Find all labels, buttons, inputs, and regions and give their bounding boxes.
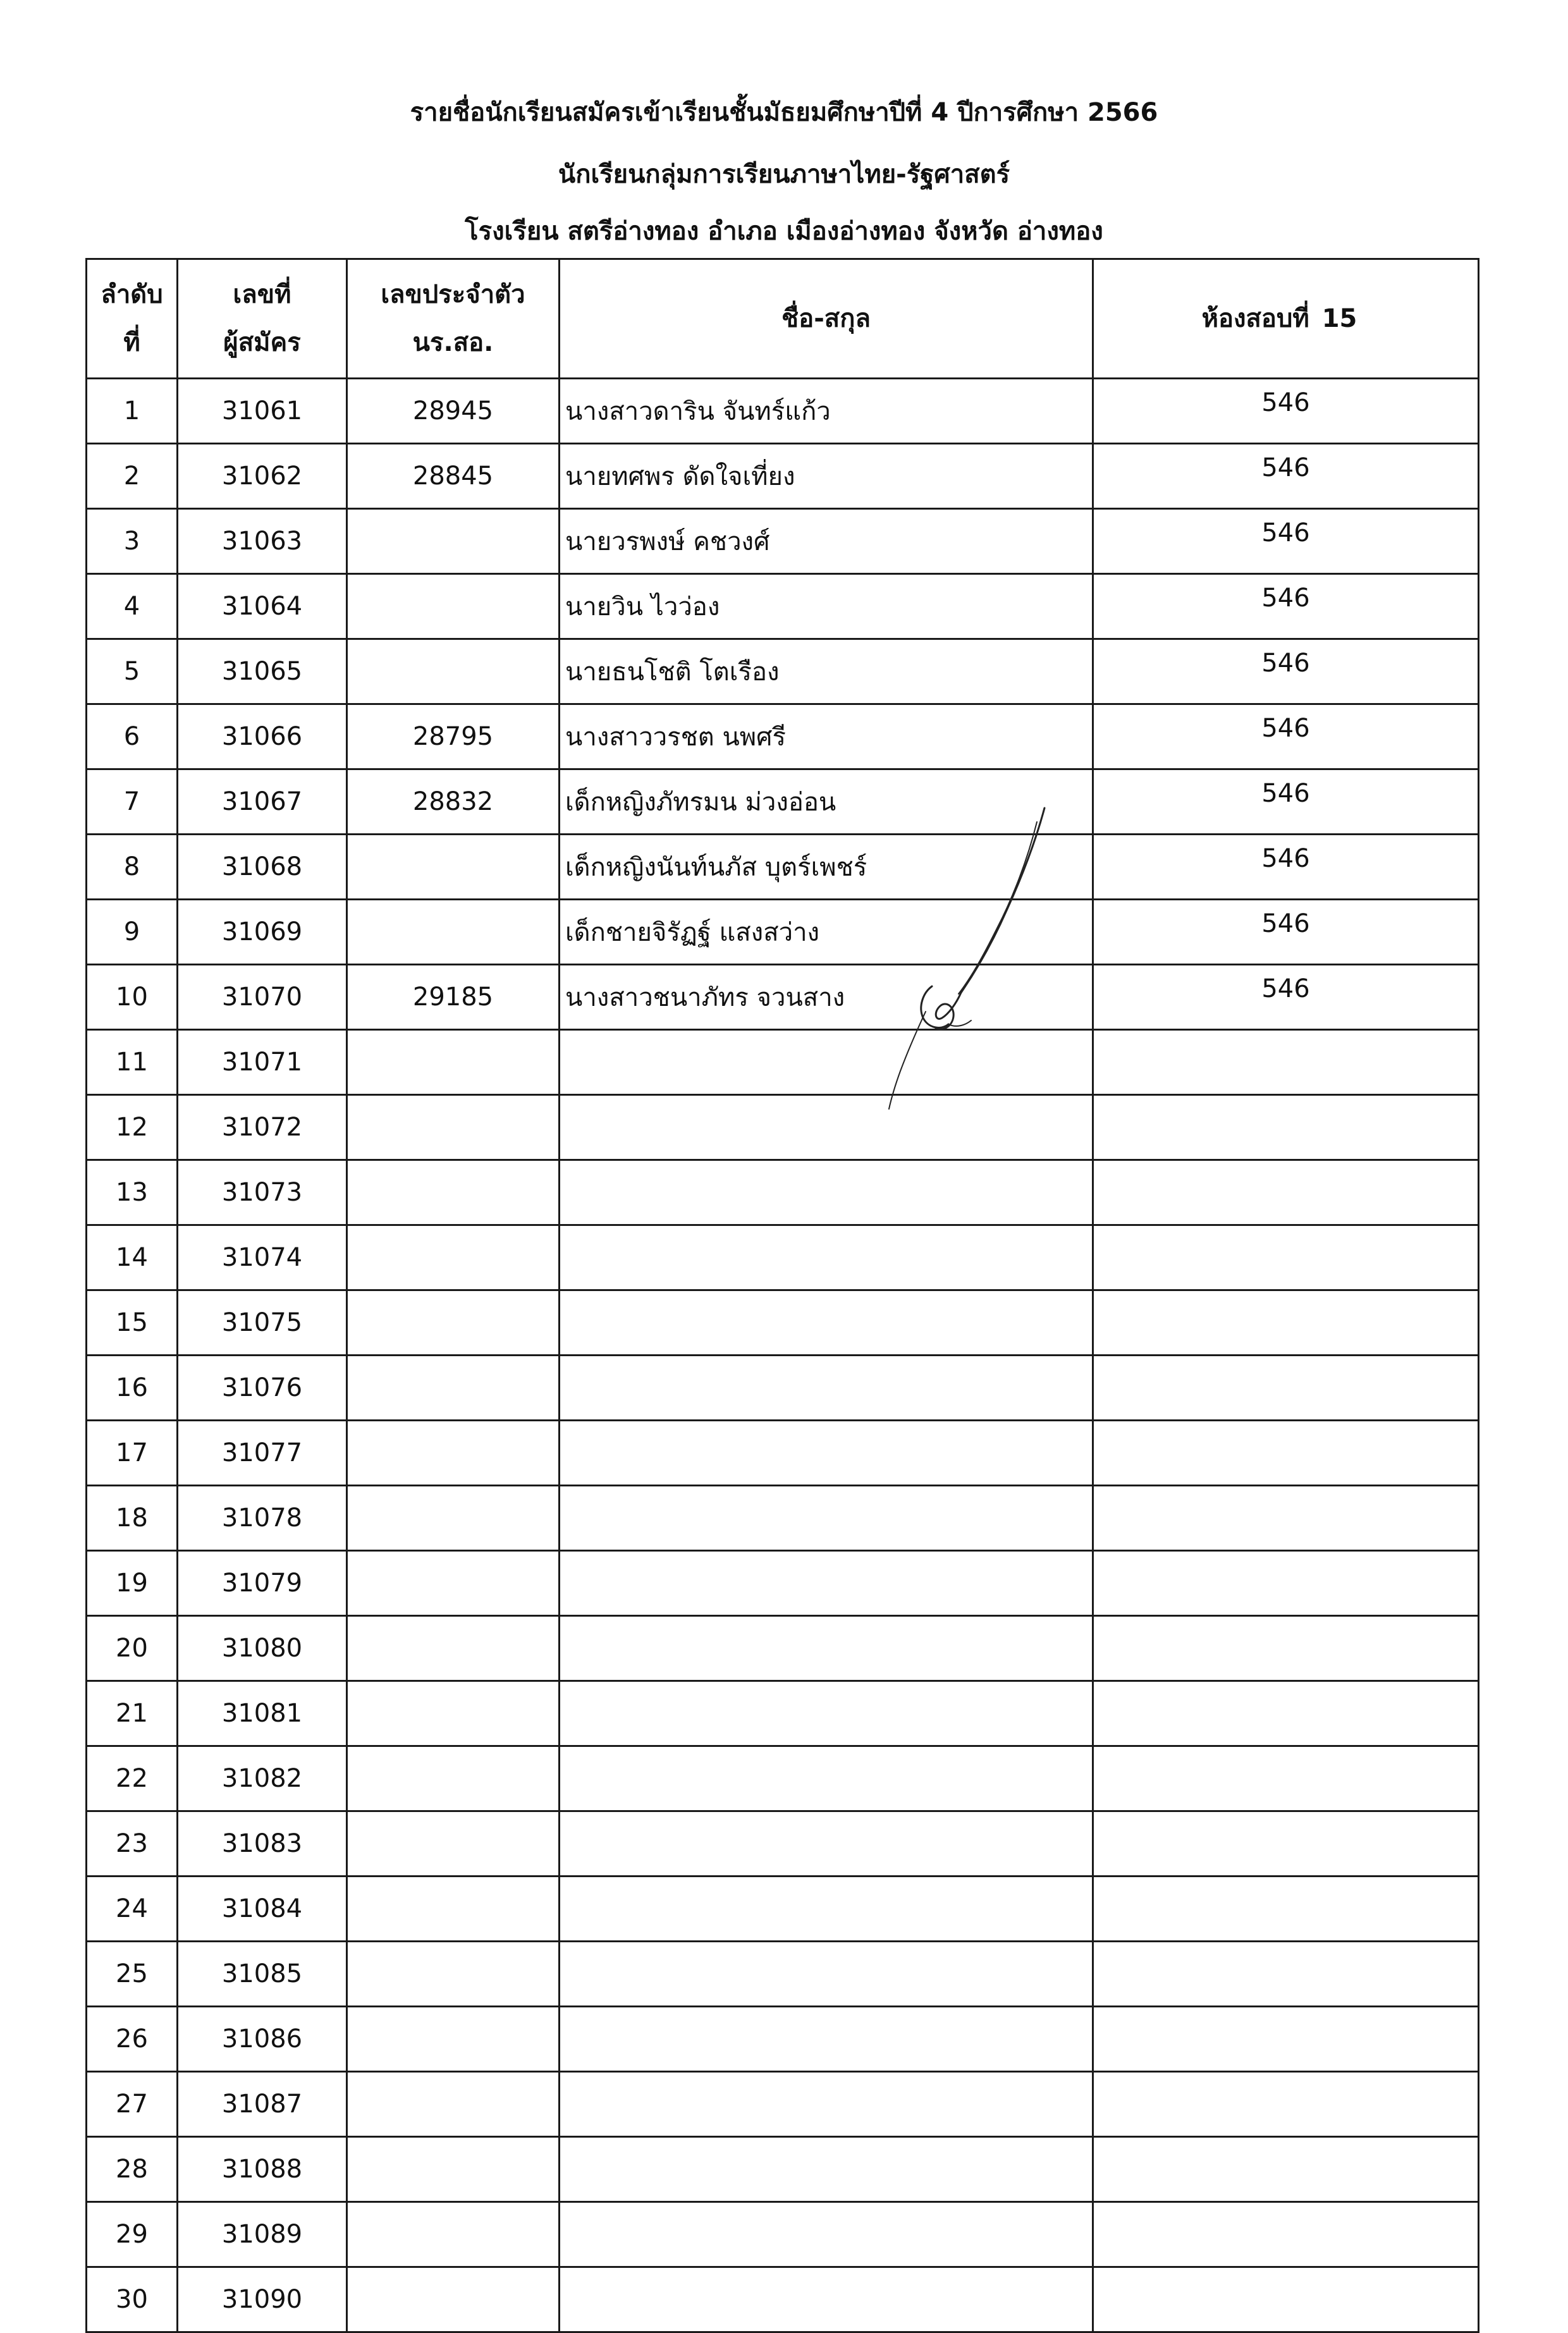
cell-student-id bbox=[347, 1421, 560, 1486]
cell-order: 16 bbox=[87, 1356, 178, 1421]
cell-full-name bbox=[560, 1486, 1093, 1551]
cell-full-name: นายวิน ไวว่อง bbox=[560, 574, 1093, 639]
table-row bbox=[87, 965, 1479, 1030]
header-room-wrap bbox=[1202, 295, 1370, 343]
cell-exam-room bbox=[1093, 2202, 1479, 2267]
cell-order: 22 bbox=[87, 1746, 178, 1811]
table-row bbox=[87, 1095, 1479, 1160]
cell-student-id: 28945 bbox=[347, 379, 560, 444]
cell-applicant-number: 31072 bbox=[178, 1095, 347, 1160]
cell-applicant-number: 31084 bbox=[178, 1877, 347, 1942]
cell-exam-room bbox=[1093, 1486, 1479, 1551]
cell-exam-room bbox=[1093, 2267, 1479, 2332]
cell-order: 29 bbox=[87, 2202, 178, 2267]
cell-exam-room: 546 bbox=[1093, 769, 1479, 835]
cell-applicant-number: 31080 bbox=[178, 1616, 347, 1681]
cell-order: 6 bbox=[87, 704, 178, 769]
cell-student-id bbox=[347, 1616, 560, 1681]
cell-applicant-number: 31074 bbox=[178, 1225, 347, 1290]
cell-order: 4 bbox=[87, 574, 178, 639]
header-applicant-line2: ผู้สมัคร bbox=[223, 328, 301, 357]
cell-applicant-number: 31076 bbox=[178, 1356, 347, 1421]
cell-student-id bbox=[347, 1356, 560, 1421]
cell-applicant-number: 31082 bbox=[178, 1746, 347, 1811]
cell-applicant-number: 31061 bbox=[178, 379, 347, 444]
cell-applicant-number: 31088 bbox=[178, 2137, 347, 2202]
cell-order: 7 bbox=[87, 769, 178, 835]
cell-full-name bbox=[560, 1746, 1093, 1811]
cell-exam-room bbox=[1093, 1551, 1479, 1616]
cell-exam-room: 546 bbox=[1093, 639, 1479, 704]
cell-full-name: นางสาววรชต นพศรี bbox=[560, 704, 1093, 769]
header-student-id bbox=[347, 259, 560, 379]
cell-applicant-number: 31066 bbox=[178, 704, 347, 769]
table-row bbox=[87, 1877, 1479, 1942]
cell-exam-room bbox=[1093, 1356, 1479, 1421]
cell-order: 9 bbox=[87, 900, 178, 965]
cell-applicant-number: 31069 bbox=[178, 900, 347, 965]
cell-full-name bbox=[560, 1160, 1093, 1225]
cell-order: 5 bbox=[87, 639, 178, 704]
header-student-id-line2: นร.สอ. bbox=[412, 328, 494, 357]
cell-full-name: นายทศพร ดัดใจเที่ยง bbox=[560, 444, 1093, 509]
cell-full-name bbox=[560, 1811, 1093, 1877]
cell-full-name bbox=[560, 1290, 1093, 1356]
cell-student-id bbox=[347, 1095, 560, 1160]
cell-applicant-number: 31070 bbox=[178, 965, 347, 1030]
header-name-label: ชื่อ-สกุล bbox=[781, 304, 871, 333]
table-row bbox=[87, 835, 1479, 900]
cell-applicant-number: 31071 bbox=[178, 1030, 347, 1095]
table-row bbox=[87, 2202, 1479, 2267]
cell-full-name: เด็กหญิงนันท์นภัส บุตร์เพชร์ bbox=[560, 835, 1093, 900]
cell-student-id bbox=[347, 835, 560, 900]
cell-full-name: เด็กชายจิรัฏฐ์ แสงสว่าง bbox=[560, 900, 1093, 965]
table-row bbox=[87, 1681, 1479, 1746]
cell-exam-room: 546 bbox=[1093, 900, 1479, 965]
cell-full-name bbox=[560, 1877, 1093, 1942]
table-row bbox=[87, 1486, 1479, 1551]
cell-order: 14 bbox=[87, 1225, 178, 1290]
cell-full-name bbox=[560, 2202, 1093, 2267]
header-title: รายชื่อนักเรียนสมัครเข้าเรียนชั้นมัธยมศึกษาปีที่ 4 ปีการศึกษา 2566 bbox=[410, 98, 1158, 127]
cell-exam-room bbox=[1093, 1811, 1479, 1877]
header-order-line2: ที่ bbox=[123, 328, 140, 357]
cell-student-id bbox=[347, 1746, 560, 1811]
cell-full-name: เด็กหญิงภัทรมน ม่วงอ่อน bbox=[560, 769, 1093, 835]
table-row bbox=[87, 1746, 1479, 1811]
cell-student-id: 28845 bbox=[347, 444, 560, 509]
cell-exam-room: 546 bbox=[1093, 444, 1479, 509]
cell-student-id bbox=[347, 639, 560, 704]
cell-full-name bbox=[560, 2072, 1093, 2137]
cell-order: 19 bbox=[87, 1551, 178, 1616]
cell-order: 12 bbox=[87, 1095, 178, 1160]
cell-exam-room bbox=[1093, 1877, 1479, 1942]
table-row bbox=[87, 2007, 1479, 2072]
cell-exam-room bbox=[1093, 1160, 1479, 1225]
header-order bbox=[87, 259, 178, 379]
table-row bbox=[87, 2072, 1479, 2137]
table-row bbox=[87, 1030, 1479, 1095]
header-subtitle: นักเรียนกลุ่มการเรียนภาษาไทย-รัฐศาสตร์ bbox=[558, 160, 1010, 189]
cell-full-name bbox=[560, 1356, 1093, 1421]
cell-exam-room bbox=[1093, 1421, 1479, 1486]
header-room-label: ห้องสอบที่ bbox=[1201, 304, 1309, 333]
cell-order: 23 bbox=[87, 1811, 178, 1877]
cell-exam-room bbox=[1093, 1290, 1479, 1356]
cell-exam-room bbox=[1093, 1030, 1479, 1095]
cell-student-id bbox=[347, 1942, 560, 2007]
cell-applicant-number: 31089 bbox=[178, 2202, 347, 2267]
header-school: โรงเรียน สตรีอ่างทอง อำเภอ เมืองอ่างทอง จังหวัด อ่างทอง bbox=[465, 217, 1103, 246]
table-row bbox=[87, 1551, 1479, 1616]
cell-order: 2 bbox=[87, 444, 178, 509]
cell-student-id bbox=[347, 1486, 560, 1551]
header-student-id-line1: เลขประจำตัว bbox=[381, 280, 525, 309]
cell-applicant-number: 31075 bbox=[178, 1290, 347, 1356]
header-room bbox=[1093, 259, 1479, 379]
cell-student-id bbox=[347, 2007, 560, 2072]
cell-order: 26 bbox=[87, 2007, 178, 2072]
cell-applicant-number: 31068 bbox=[178, 835, 347, 900]
cell-exam-room: 546 bbox=[1093, 379, 1479, 444]
cell-student-id bbox=[347, 2072, 560, 2137]
cell-applicant-number: 31079 bbox=[178, 1551, 347, 1616]
cell-student-id bbox=[347, 1160, 560, 1225]
cell-full-name: นางสาวชนาภัทร จวนสาง bbox=[560, 965, 1093, 1030]
table-row bbox=[87, 509, 1479, 574]
cell-full-name bbox=[560, 1225, 1093, 1290]
cell-applicant-number: 31081 bbox=[178, 1681, 347, 1746]
cell-exam-room bbox=[1093, 2007, 1479, 2072]
cell-student-id bbox=[347, 1877, 560, 1942]
cell-full-name bbox=[560, 2137, 1093, 2202]
table-row bbox=[87, 1942, 1479, 2007]
table-header-row bbox=[87, 259, 1479, 379]
cell-full-name bbox=[560, 1421, 1093, 1486]
table-row bbox=[87, 1225, 1479, 1290]
table-row bbox=[87, 1356, 1479, 1421]
cell-order: 27 bbox=[87, 2072, 178, 2137]
cell-applicant-number: 31064 bbox=[178, 574, 347, 639]
cell-student-id: 29185 bbox=[347, 965, 560, 1030]
cell-applicant-number: 31085 bbox=[178, 1942, 347, 2007]
cell-exam-room bbox=[1093, 1225, 1479, 1290]
header-order-line1: ลำดับ bbox=[101, 280, 163, 309]
table-row bbox=[87, 379, 1479, 444]
cell-order: 20 bbox=[87, 1616, 178, 1681]
cell-full-name bbox=[560, 1551, 1093, 1616]
cell-applicant-number: 31087 bbox=[178, 2072, 347, 2137]
cell-exam-room: 546 bbox=[1093, 509, 1479, 574]
cell-exam-room bbox=[1093, 1942, 1479, 2007]
table-row bbox=[87, 1160, 1479, 1225]
header-room-number: 15 bbox=[1321, 304, 1357, 333]
cell-order: 21 bbox=[87, 1681, 178, 1746]
cell-order: 8 bbox=[87, 835, 178, 900]
table-row bbox=[87, 704, 1479, 769]
cell-applicant-number: 31086 bbox=[178, 2007, 347, 2072]
cell-order: 30 bbox=[87, 2267, 178, 2332]
applicant-table bbox=[85, 258, 1479, 2333]
header-applicant-line1: เลขที่ bbox=[233, 280, 291, 309]
cell-student-id bbox=[347, 1681, 560, 1746]
cell-exam-room: 546 bbox=[1093, 704, 1479, 769]
cell-student-id bbox=[347, 1551, 560, 1616]
cell-order: 10 bbox=[87, 965, 178, 1030]
cell-order: 25 bbox=[87, 1942, 178, 2007]
cell-exam-room: 546 bbox=[1093, 835, 1479, 900]
cell-applicant-number: 31062 bbox=[178, 444, 347, 509]
table-row bbox=[87, 1290, 1479, 1356]
table-body bbox=[87, 379, 1479, 2332]
table-row bbox=[87, 639, 1479, 704]
cell-applicant-number: 31090 bbox=[178, 2267, 347, 2332]
cell-student-id bbox=[347, 509, 560, 574]
table-row bbox=[87, 574, 1479, 639]
cell-full-name bbox=[560, 2267, 1093, 2332]
header-name bbox=[560, 259, 1093, 379]
cell-order: 1 bbox=[87, 379, 178, 444]
cell-student-id bbox=[347, 2202, 560, 2267]
cell-exam-room: 546 bbox=[1093, 574, 1479, 639]
table-row bbox=[87, 1811, 1479, 1877]
table-row bbox=[87, 1421, 1479, 1486]
cell-exam-room bbox=[1093, 1746, 1479, 1811]
cell-full-name: นายธนโชติ โตเรือง bbox=[560, 639, 1093, 704]
cell-exam-room bbox=[1093, 1681, 1479, 1746]
table-row bbox=[87, 1616, 1479, 1681]
cell-student-id bbox=[347, 2267, 560, 2332]
cell-full-name: นายวรพงษ์ คชวงศ์ bbox=[560, 509, 1093, 574]
cell-exam-room: 546 bbox=[1093, 965, 1479, 1030]
cell-full-name bbox=[560, 2007, 1093, 2072]
cell-order: 11 bbox=[87, 1030, 178, 1095]
cell-applicant-number: 31078 bbox=[178, 1486, 347, 1551]
cell-exam-room bbox=[1093, 2072, 1479, 2137]
cell-order: 3 bbox=[87, 509, 178, 574]
cell-applicant-number: 31067 bbox=[178, 769, 347, 835]
cell-student-id bbox=[347, 900, 560, 965]
cell-student-id: 28795 bbox=[347, 704, 560, 769]
table-row bbox=[87, 900, 1479, 965]
cell-applicant-number: 31065 bbox=[178, 639, 347, 704]
cell-student-id bbox=[347, 1225, 560, 1290]
cell-full-name bbox=[560, 1681, 1093, 1746]
cell-student-id bbox=[347, 1290, 560, 1356]
table-row bbox=[87, 2137, 1479, 2202]
cell-student-id bbox=[347, 574, 560, 639]
table-row bbox=[87, 444, 1479, 509]
cell-exam-room bbox=[1093, 2137, 1479, 2202]
cell-full-name bbox=[560, 1942, 1093, 2007]
cell-full-name bbox=[560, 1616, 1093, 1681]
table-row bbox=[87, 2267, 1479, 2332]
cell-student-id bbox=[347, 2137, 560, 2202]
signature-icon bbox=[847, 803, 1056, 1119]
cell-order: 15 bbox=[87, 1290, 178, 1356]
cell-order: 18 bbox=[87, 1486, 178, 1551]
cell-student-id bbox=[347, 1030, 560, 1095]
cell-order: 13 bbox=[87, 1160, 178, 1225]
cell-student-id: 28832 bbox=[347, 769, 560, 835]
cell-applicant-number: 31077 bbox=[178, 1421, 347, 1486]
cell-applicant-number: 31083 bbox=[178, 1811, 347, 1877]
cell-order: 17 bbox=[87, 1421, 178, 1486]
cell-student-id bbox=[347, 1811, 560, 1877]
cell-order: 24 bbox=[87, 1877, 178, 1942]
cell-exam-room bbox=[1093, 1616, 1479, 1681]
table-row bbox=[87, 769, 1479, 835]
header-applicant bbox=[178, 259, 347, 379]
cell-exam-room bbox=[1093, 1095, 1479, 1160]
cell-order: 28 bbox=[87, 2137, 178, 2202]
cell-applicant-number: 31063 bbox=[178, 509, 347, 574]
cell-applicant-number: 31073 bbox=[178, 1160, 347, 1225]
cell-full-name: นางสาวดาริน จันทร์แก้ว bbox=[560, 379, 1093, 444]
